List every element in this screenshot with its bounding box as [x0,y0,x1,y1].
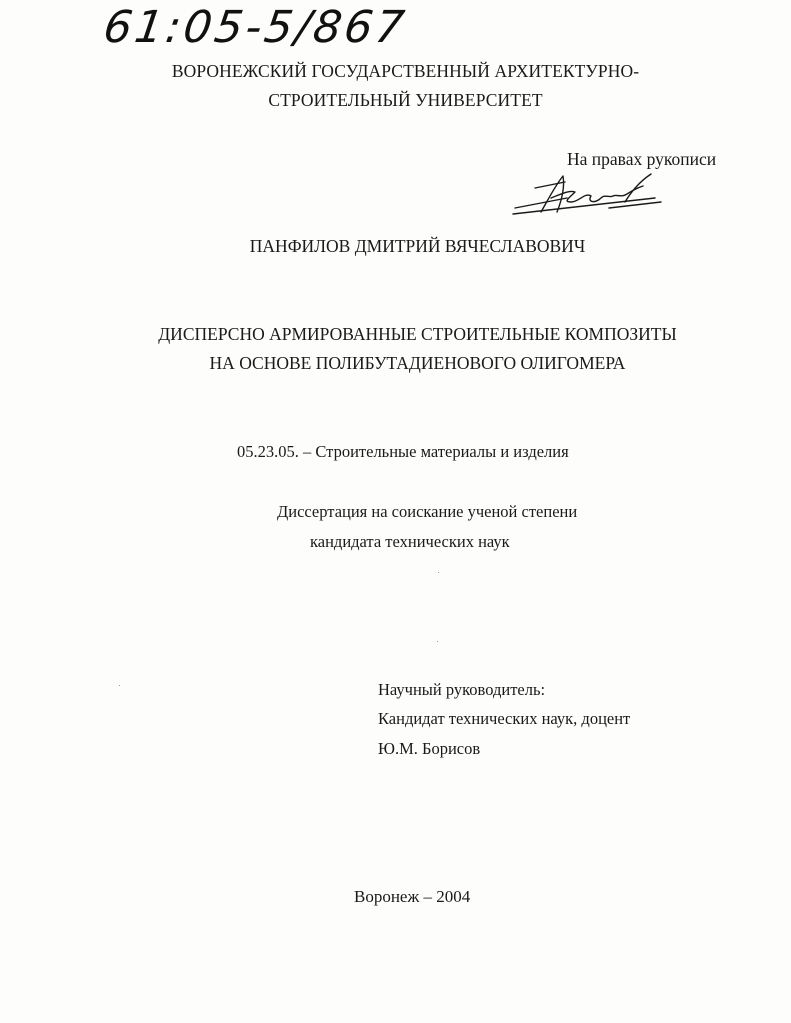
supervisor-degree: Кандидат технических наук, доцент [378,709,631,728]
author-signature [505,168,665,220]
supervisor-name: Ю.М. Борисов [378,739,481,758]
thesis-title-line-1: ДИСПЕРСНО АРМИРОВАННЫЕ СТРОИТЕЛЬНЫЕ КОМПОЗИТЫ [158,324,677,344]
supervisor-label: Научный руководитель: [378,680,546,699]
university-name-line-2: СТРОИТЕЛЬНЫЙ УНИВЕРСИТЕТ [268,90,543,110]
scan-speck [437,641,438,642]
university-name-line-1: ВОРОНЕЖСКИЙ ГОСУДАРСТВЕННЫЙ АРХИТЕКТУРНО- [171,61,640,81]
city-year: Воронеж – 2004 [354,887,471,906]
scan-speck [119,685,120,686]
dissertation-line-1: Диссертация на соискание ученой степени [277,502,578,521]
rights-note: На правах рукописи [567,149,717,169]
dissertation-line-2: кандидата технических наук [310,532,510,551]
thesis-title-line-2: НА ОСНОВЕ ПОЛИБУТАДИЕНОВОГО ОЛИГОМЕРА [209,353,626,373]
specialty-code: 05.23.05. – Строительные материалы и изделия [237,442,569,461]
author-name: ПАНФИЛОВ ДМИТРИЙ ВЯЧЕСЛАВОВИЧ [249,236,586,256]
handwritten-catalog-code: 61:05-5/867 [100,2,411,53]
scan-speck [438,572,439,573]
